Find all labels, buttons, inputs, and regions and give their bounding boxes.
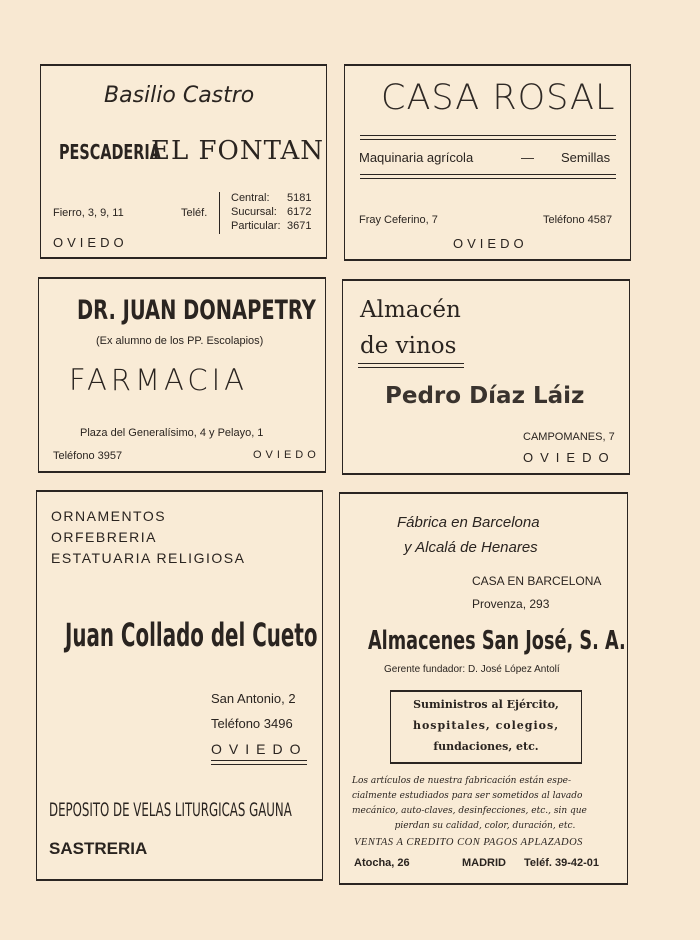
city: MADRID	[462, 857, 506, 869]
brace	[219, 192, 224, 234]
notice-line3: mecánico, auto-claves, desinfecciones, etc., sin que	[352, 806, 587, 816]
phone: Teléf. 39-42-01	[524, 857, 600, 869]
heading-underline	[358, 363, 464, 368]
divider-top	[360, 135, 616, 140]
ad-name: CASA ROSAL	[381, 78, 616, 118]
business-name: EL FONTAN	[151, 136, 325, 166]
ad-collado-cueto	[36, 490, 323, 881]
tagline-left: Maquinaria agrícola	[359, 150, 474, 165]
phone-particular-number: 3671	[287, 220, 312, 232]
phone-central-number: 5181	[287, 192, 312, 204]
factory-line2: y Alcalá de Henares	[404, 539, 538, 556]
address: Plaza del Generalísimo, 4 y Pelayo, 1	[80, 427, 264, 439]
notice-line1: Los artículos de nuestra fabricación están espe-	[352, 776, 571, 786]
branch: CASA EN BARCELONA	[472, 574, 602, 588]
subtitle: (Ex alumno de los PP. Escolapios)	[96, 335, 264, 347]
business-prefix: PESCADERIA	[59, 140, 161, 164]
city: OVIEDO	[53, 235, 128, 250]
owner-name: Juan Collado del Cueto	[65, 616, 318, 654]
doctor-name: DR. JUAN DONAPETRY	[77, 295, 316, 326]
address: Fray Ceferino, 7	[359, 214, 438, 226]
business: FARMACIA	[69, 363, 248, 397]
city: OVIEDO	[211, 741, 308, 757]
address: CAMPOMANES, 7	[523, 431, 615, 443]
owner-name: Pedro Díaz Láiz	[385, 383, 585, 409]
heading-line2: de vinos	[360, 333, 457, 359]
ad-farmacia-donapetry	[38, 277, 326, 473]
phone-label: Teléf.	[181, 207, 208, 219]
company-name: Almacenes San José, S. A.	[368, 626, 626, 656]
address: Atocha, 26	[354, 857, 410, 869]
phone: Teléfono 3496	[211, 716, 293, 731]
supplies-line1: Suministros al Ejército,	[413, 698, 559, 711]
ad-almacenes-san-jose	[339, 492, 628, 885]
phone-particular-label: Particular:	[231, 220, 281, 232]
ad-almacen-vinos	[342, 279, 630, 475]
ad-basilio-castro	[40, 64, 327, 259]
heading-line1: Almacén	[360, 297, 461, 323]
tagline-sep: —	[521, 150, 534, 165]
phone-sucursal-label: Sucursal:	[231, 206, 277, 218]
supplies-line3: fundaciones, etc.	[433, 740, 539, 753]
line-ornamentos: ORNAMENTOS	[51, 508, 167, 524]
supplies-box	[390, 690, 582, 764]
address: San Antonio, 2	[211, 691, 296, 706]
city-underline	[211, 760, 307, 765]
credit: VENTAS A CREDITO CON PAGOS APLAZADOS	[354, 837, 583, 848]
phone: Teléfono 3957	[53, 450, 123, 462]
address: Fierro, 3, 9, 11	[53, 207, 124, 219]
line-estatuaria: ESTATUARIA RELIGIOSA	[51, 550, 246, 566]
notice-line2: cialmente estudiados para ser sometidos al lavado	[352, 791, 583, 801]
sastreria: SASTRERIA	[49, 839, 148, 858]
ad-casa-rosal	[344, 64, 631, 261]
manager: Gerente fundador: D. José López Antolí	[384, 664, 560, 675]
phone-central-label: Central:	[231, 192, 270, 204]
phone: Teléfono 4587	[543, 214, 613, 226]
notice	[352, 774, 618, 834]
divider-bottom	[360, 174, 616, 179]
branch-address: Provenza, 293	[472, 597, 550, 611]
city: OVIEDO	[253, 449, 320, 461]
supplies-line2: hospitales, colegios,	[412, 719, 560, 732]
ad-name: Basilio Castro	[104, 83, 255, 108]
phone-sucursal-number: 6172	[287, 206, 312, 218]
notice-line4: pierdan su calidad, color, duración, etc.	[394, 821, 576, 831]
city: OVIEDO	[523, 450, 616, 465]
deposit: DEPOSITO DE VELAS LITURGICAS GAUNA	[49, 799, 292, 821]
tagline-right: Semillas	[561, 150, 611, 165]
city: OVIEDO	[453, 236, 528, 251]
factory-line1: Fábrica en Barcelona	[397, 514, 540, 531]
line-orfebreria: ORFEBRERIA	[51, 529, 158, 545]
